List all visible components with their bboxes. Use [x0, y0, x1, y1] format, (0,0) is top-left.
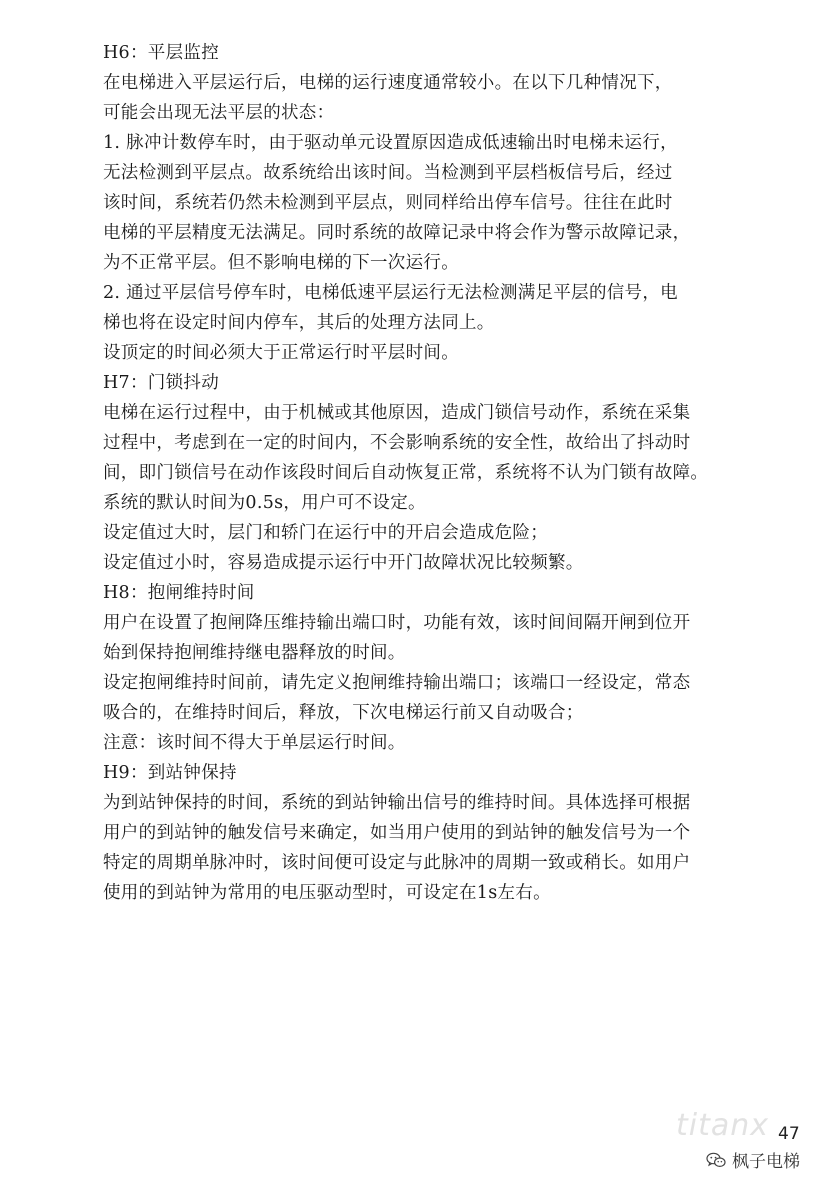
text-line: 该时间，系统若仍然未检测到平层点，则同样给出停车信号。往往在此时	[103, 193, 673, 213]
text-line: 无法检测到平层点。故系统给出该时间。当检测到平层档板信号后，经过	[103, 163, 673, 183]
text-line: 设定值过大时，层门和轿门在运行中的开启会造成危险；	[103, 523, 548, 543]
text-line: 可能会出现无法平层的状态：	[103, 103, 335, 123]
section-heading: H7：门锁抖动	[103, 373, 219, 393]
section-heading: H6：平层监控	[103, 43, 219, 63]
text-line: 始到保持抱闸维持继电器释放的时间。	[103, 643, 406, 663]
text-line: 设定值过小时，容易造成提示运行中开门故障状况比较频繁。	[103, 553, 584, 573]
text-line: 设定抱闸维持时间前，请先定义抱闸维持输出端口；该端口一经设定，常态	[103, 673, 691, 693]
text-line: 吸合的，在维持时间后，释放，下次电梯运行前又自动吸合；	[103, 703, 584, 723]
brand-name: 枫子电梯	[732, 1152, 800, 1172]
brand-badge	[706, 1147, 800, 1172]
text-line: 为不正常平层。但不影响电梯的下一次运行。	[103, 253, 459, 273]
text-line: 系统的默认时间为0.5s，用户可不设定。	[103, 493, 426, 513]
text-line: 注意：该时间不得大于单层运行时间。	[103, 733, 406, 753]
wechat-icon	[706, 1152, 726, 1168]
text-line: 间，即门锁信号在动作该段时间后自动恢复正常，系统将不认为门锁有故障。	[103, 463, 709, 483]
text-line: 在电梯进入平层运行后，电梯的运行速度通常较小。在以下几种情况下，	[103, 73, 673, 93]
text-line: 用户的到站钟的触发信号来确定，如当用户使用的到站钟的触发信号为一个	[103, 823, 691, 843]
document-body	[103, 38, 783, 908]
text-line: 特定的周期单脉冲时，该时间便可设定与此脉冲的周期一致或稍长。如用户	[103, 853, 691, 873]
text-line: 2. 通过平层信号停车时，电梯低速平层运行无法检测满足平层的信号，电	[103, 283, 678, 303]
section-heading: H9：到站钟保持	[103, 763, 237, 783]
text-line: 1. 脉冲计数停车时，由于驱动单元设置原因造成低速输出时电梯未运行，	[103, 133, 678, 153]
text-line: 为到站钟保持的时间，系统的到站钟输出信号的维持时间。具体选择可根据	[103, 793, 691, 813]
page-number: 47	[778, 1124, 800, 1144]
text-line: 电梯在运行过程中，由于机械或其他原因，造成门锁信号动作，系统在采集	[103, 403, 691, 423]
text-line: 用户在设置了抱闸降压维持输出端口时，功能有效，该时间间隔开闸到位开	[103, 613, 691, 633]
text-line: 使用的到站钟为常用的电压驱动型时，可设定在1s左右。	[103, 883, 551, 903]
text-line: 梯也将在设定时间内停车，其后的处理方法同上。	[103, 313, 495, 333]
text-line: 电梯的平层精度无法满足。同时系统的故障记录中将会作为警示故障记录，	[103, 223, 691, 243]
text-line: 设顶定的时间必须大于正常运行时平层时间。	[103, 343, 459, 363]
watermark: titanx	[676, 1108, 770, 1143]
section-heading: H8：抱闸维持时间	[103, 583, 255, 603]
text-line: 过程中，考虑到在一定的时间内，不会影响系统的安全性，故给出了抖动时	[103, 433, 691, 453]
